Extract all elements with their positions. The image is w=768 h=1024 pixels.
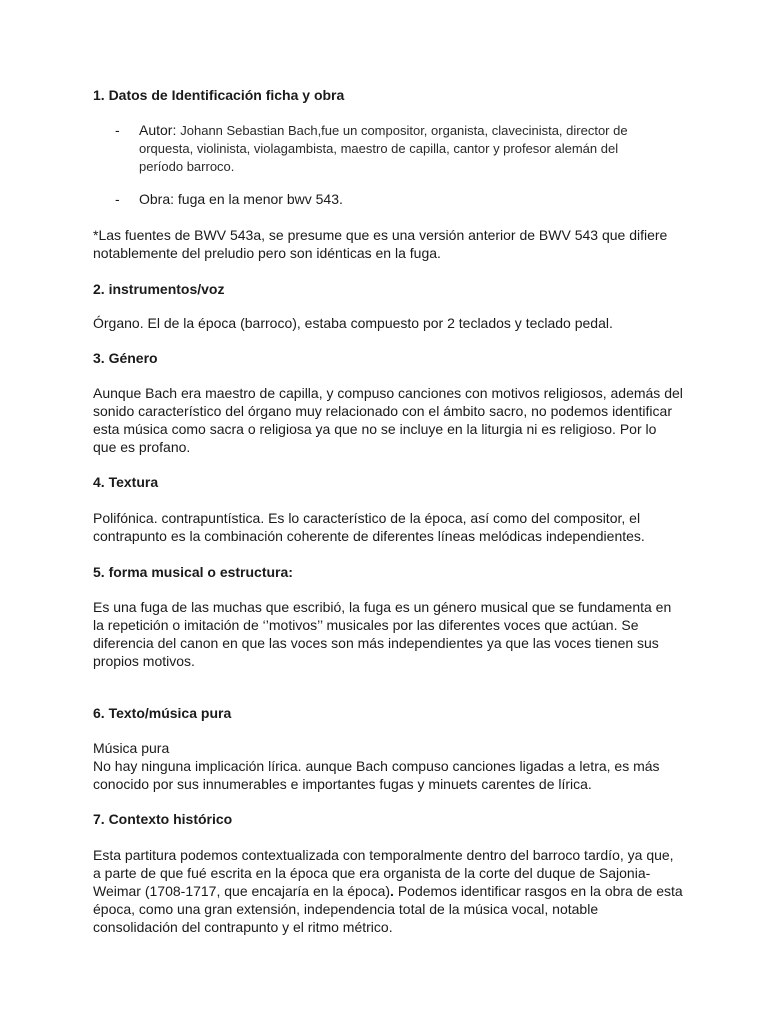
section-text-3: Aunque Bach era maestro de capilla, y compuso canciones con motivos religiosos, además del sonido característico del órgano muy relacionado con el ámbito sacro, no podemos identificar esta música como sacra o religiosa ya que no se incluye en la liturgia ni es religioso. Por lo que es profano. bbox=[93, 385, 683, 455]
bullet-dash: - bbox=[115, 191, 120, 207]
section-heading-2: 2. instrumentos/voz bbox=[93, 281, 225, 297]
section-heading-6: 6. Texto/música pura bbox=[93, 705, 232, 721]
section-text-6b: No hay ninguna implicación lírica. aunque Bach compuso canciones ligadas a letra, es más conocido por sus innumerables e importantes fugas y minuets carentes de lírica. bbox=[93, 758, 660, 792]
section-heading-3: 3. Género bbox=[93, 350, 158, 366]
bwv-note: *Las fuentes de BWV 543a, se presume que es una versión anterior de BWV 543 que difiere notablemente del preludio pero son idénticas en la fuga. bbox=[93, 227, 668, 261]
section-text-7a: Esta partitura podemos contextualizada con temporalmente dentro del barroco tardío, ya que, a parte de que fué escrita en la época que era organista de la corte del duque de Sajonia-Weimar (1708-1717, que encajaría en la época) bbox=[93, 847, 674, 899]
section-heading-7: 7. Contexto histórico bbox=[93, 811, 233, 827]
section-heading-4: 4. Textura bbox=[93, 474, 159, 490]
section-text-4: Polifónica. contrapuntística. Es lo característico de la época, así como del compositor, el contrapunto es la combinación coherente de diferentes líneas melódicas independientes. bbox=[93, 510, 645, 544]
section-text-7 bbox=[93, 846, 683, 936]
bullet-dash: - bbox=[115, 122, 120, 138]
section-text-2: Órgano. El de la época (barroco), estaba compuesto por 2 teclados y teclado pedal. bbox=[93, 315, 613, 331]
autor-label: Autor: bbox=[139, 122, 177, 138]
section-heading-1: 1. Datos de Identificación ficha y obra bbox=[93, 87, 345, 103]
section-text-5: Es una fuga de las muchas que escribió, la fuga es un género musical que se fundamenta en la repetición o imitación de ‘’motivos’’ musicales por las diferentes voces que actúan. Se diferencia del canon en que las voces son más independientes ya que las voces tienen sus propios motivos. bbox=[93, 599, 672, 669]
autor-detail: Johann Sebastian Bach,fue un compositor, organista, clavecinista, director de orquesta, violinista, violagambista, maestro de capilla, cantor y profesor alemán del período barroco. bbox=[139, 123, 628, 174]
bullet-obra bbox=[115, 190, 655, 208]
bullet-autor bbox=[115, 121, 655, 175]
bold-period: . bbox=[390, 883, 394, 899]
section-text-7b: Podemos identificar rasgos en la obra de esta época, como una gran extensión, independencia total de la música vocal, notable consolidación del contrapunto y el ritmo métrico. bbox=[93, 883, 683, 935]
section-heading-5: 5. forma musical o estructura: bbox=[93, 564, 293, 580]
obra-text: Obra: fuga en la menor bwv 543. bbox=[139, 191, 343, 207]
section-text-6a: Música pura bbox=[93, 740, 170, 756]
